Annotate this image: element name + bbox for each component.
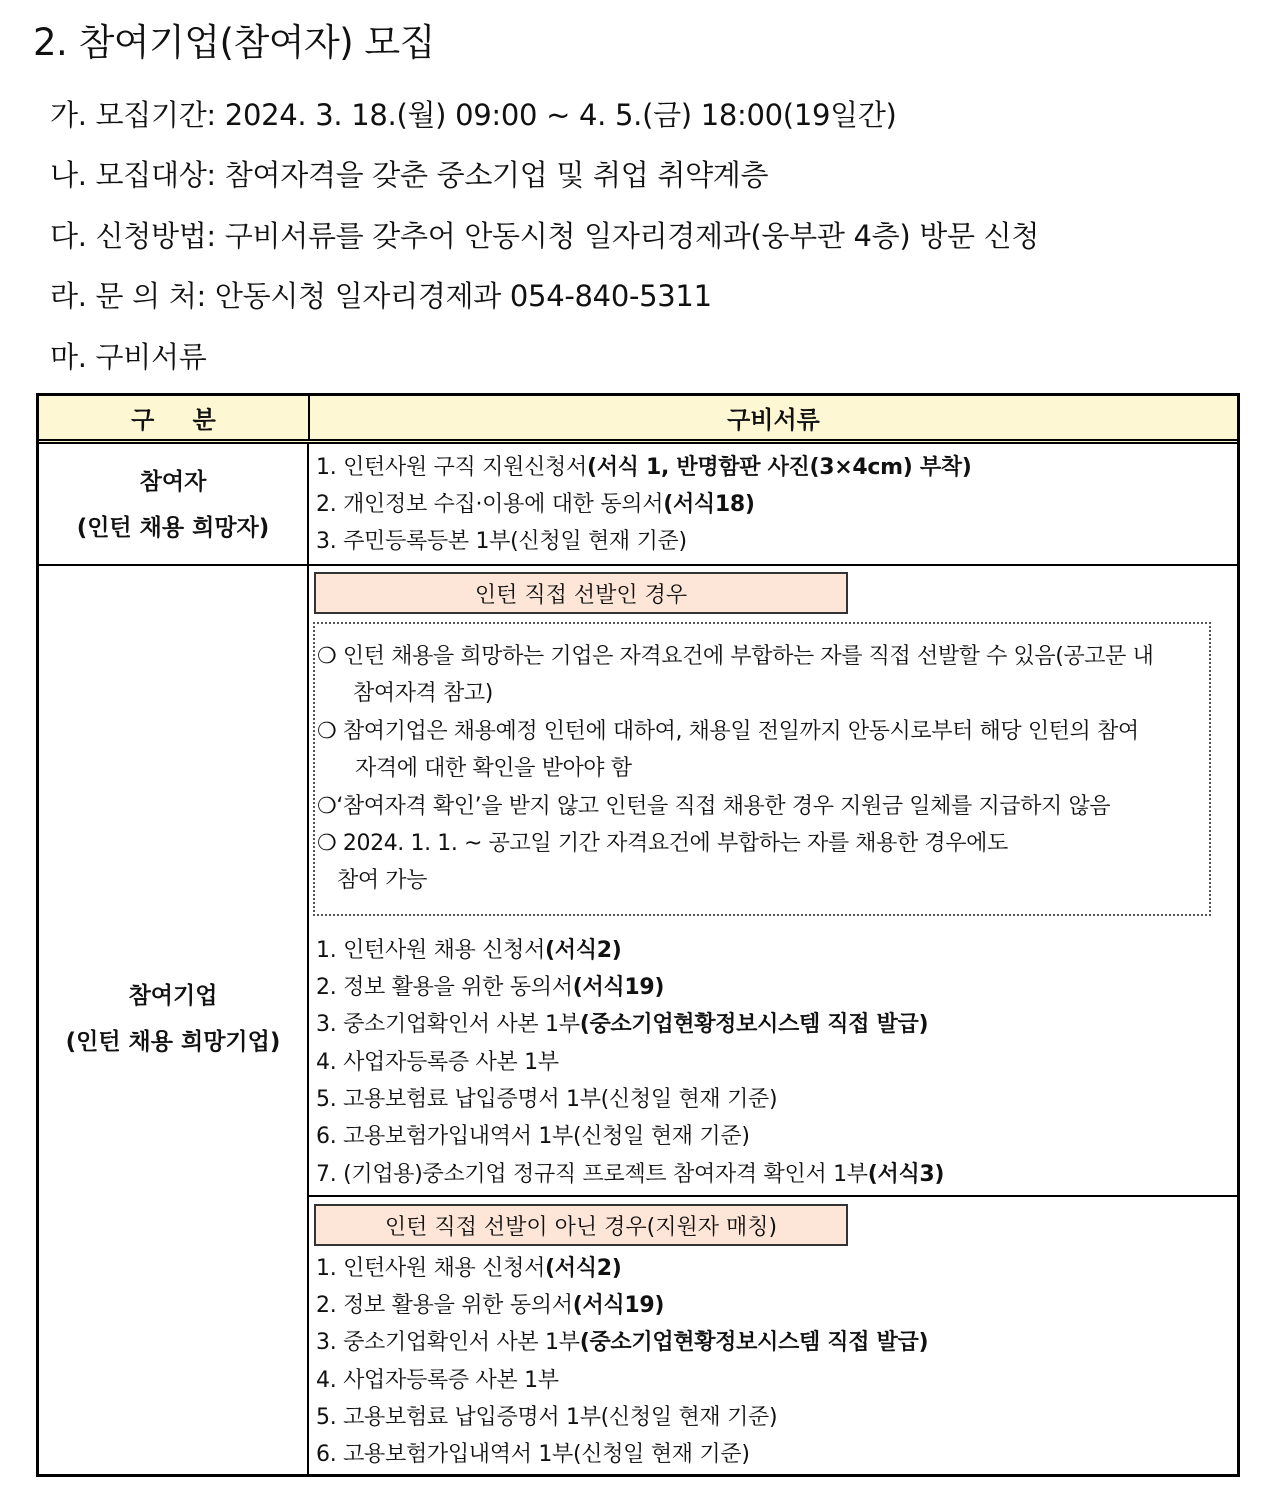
participant-label: 참여자 xyxy=(139,469,207,495)
case-divider xyxy=(309,1195,1237,1197)
table-header xyxy=(39,396,1237,444)
participant-item: 3. 주민등록등본 1부(신청일 현재 기준) xyxy=(316,529,687,554)
company-sublabel: (인턴 채용 희망기업) xyxy=(65,1029,281,1055)
note-item-continued: 참여 가능 xyxy=(337,868,428,893)
participant-sublabel: (인턴 채용 희망자) xyxy=(76,515,270,541)
company-matching-item: 2. 정보 활용을 위한 동의서(서식19) xyxy=(316,1293,665,1318)
header-category: 구 분 xyxy=(131,406,216,434)
notes-box xyxy=(313,622,1211,916)
participant-item: 1. 인턴사원 구직 지원신청서(서식 1, 반명함판 사진(3×4cm) 부착) xyxy=(316,455,972,480)
participant-item: 2. 개인정보 수집·이용에 대한 동의서(서식18) xyxy=(316,492,755,517)
required-documents-heading: 마. 구비서류 xyxy=(50,340,207,374)
company-matching-item: 3. 중소기업확인서 사본 1부(중소기업현황정보시스템 직접 발급) xyxy=(316,1330,929,1355)
recruitment-target: 나. 모집대상: 참여자격을 갖춘 중소기업 및 취업 취약계층 xyxy=(50,158,769,192)
row-divider xyxy=(39,564,1237,566)
company-direct-item: 5. 고용보험료 납입증명서 1부(신청일 현재 기준) xyxy=(316,1087,778,1112)
company-direct-item: 6. 고용보험가입내역서 1부(신청일 현재 기준) xyxy=(316,1124,750,1149)
note-item-continued: 자격에 대한 확인을 받아야 함 xyxy=(355,756,632,781)
note-item: ❍ 참여기업은 채용예정 인턴에 대하여, 채용일 전일까지 안동시로부터 해당 인턴의 참여 xyxy=(317,719,1139,744)
header-documents: 구비서류 xyxy=(308,396,1237,439)
matching-case-title: 인턴 직접 선발이 아닌 경우(지원자 매칭) xyxy=(314,1204,848,1246)
section-title: 2. 참여기업(참여자) 모집 xyxy=(33,21,435,64)
company-label: 참여기업 xyxy=(128,983,218,1009)
company-direct-item: 3. 중소기업확인서 사본 1부(중소기업현황정보시스템 직접 발급) xyxy=(316,1012,929,1037)
note-item: ❍ 인턴 채용을 희망하는 기업은 자격요건에 부합하는 자를 직접 선발할 수 있음(공고문 내 xyxy=(317,644,1154,669)
company-matching-item: 1. 인턴사원 채용 신청서(서식2) xyxy=(316,1256,622,1281)
company-direct-item: 1. 인턴사원 채용 신청서(서식2) xyxy=(316,938,622,963)
company-matching-item: 5. 고용보험료 납입증명서 1부(신청일 현재 기준) xyxy=(316,1405,778,1430)
company-matching-item: 6. 고용보험가입내역서 1부(신청일 현재 기준) xyxy=(316,1442,750,1467)
recruitment-period: 가. 모집기간: 2024. 3. 18.(월) 09:00 ~ 4. 5.(금) 18:00(19일간) xyxy=(50,98,897,132)
column-divider xyxy=(307,444,309,1474)
company-direct-item: 2. 정보 활용을 위한 동의서(서식19) xyxy=(316,975,665,1000)
contact-info: 라. 문 의 처: 안동시청 일자리경제과 054-840-5311 xyxy=(50,279,712,313)
direct-selection-case-title: 인턴 직접 선발인 경우 xyxy=(314,572,848,614)
application-method: 다. 신청방법: 구비서류를 갖추어 안동시청 일자리경제과(웅부관 4층) 방문 신청 xyxy=(50,219,1040,253)
company-direct-item: 7. (기업용)중소기업 정규직 프로젝트 참여자격 확인서 1부(서식3) xyxy=(316,1162,945,1187)
company-matching-item: 4. 사업자등록증 사본 1부 xyxy=(316,1368,559,1393)
note-item: ❍ 2024. 1. 1. ~ 공고일 기간 자격요건에 부합하는 자를 채용한 경우에도 xyxy=(317,831,1008,856)
company-direct-item: 4. 사업자등록증 사본 1부 xyxy=(316,1050,559,1075)
note-item: ❍‘참여자격 확인’을 받지 않고 인턴을 직접 채용한 경우 지원금 일체를 지급하지 않음 xyxy=(317,794,1111,819)
documents-table xyxy=(36,393,1240,1477)
note-item-continued: 참여자격 참고) xyxy=(353,681,493,706)
